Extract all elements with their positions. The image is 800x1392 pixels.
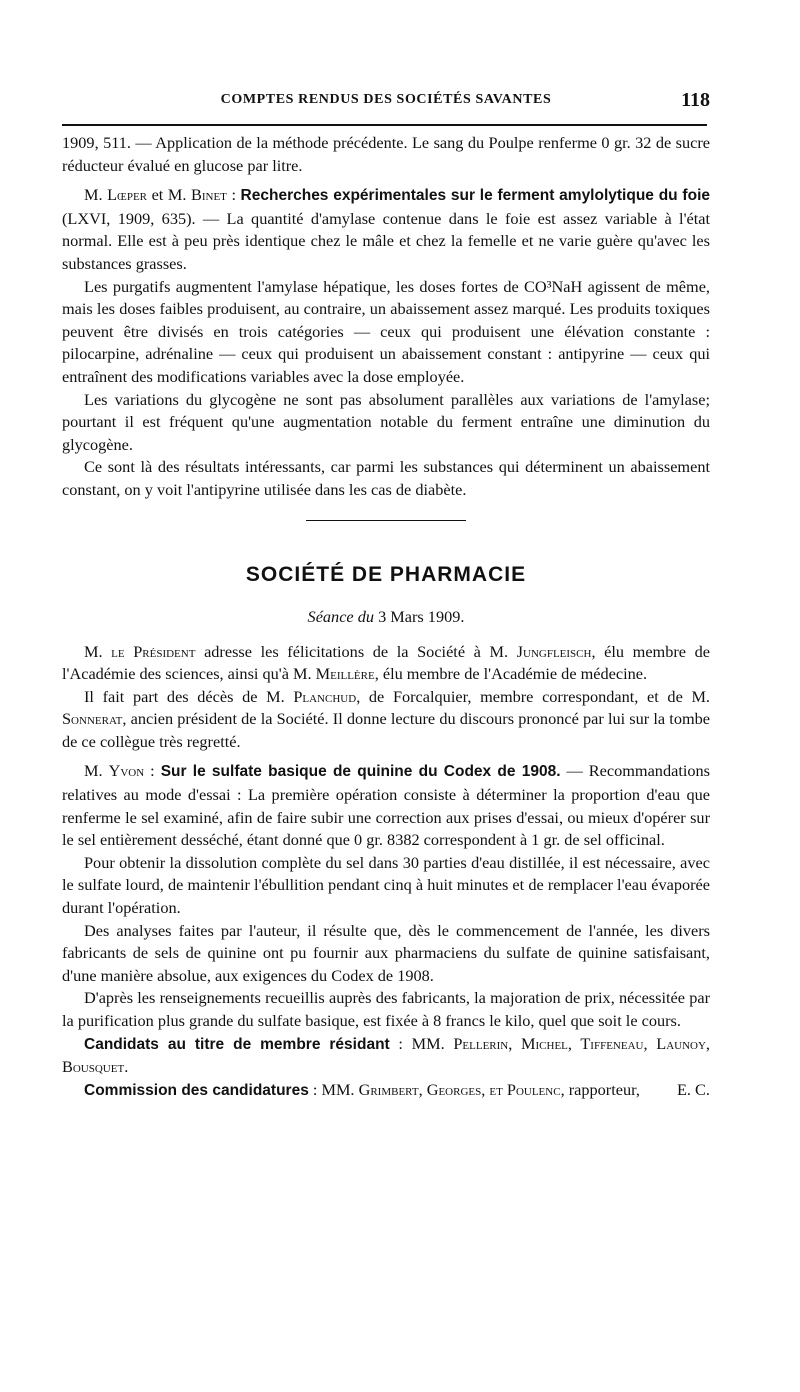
deaths-text-2: , de Forcalquier, membre correspondant, et de M. — [356, 686, 711, 706]
name-jungfleisch: Jungfleisch — [516, 641, 592, 661]
loeper-article-title: Recherches expérimentales sur le ferment amylolytique du foie — [240, 187, 710, 205]
commission-suffix: , rapporteur, — [560, 1079, 640, 1099]
author-prefix: M. — [84, 185, 108, 205]
president-text-1: adresse les félicitations de la Société à M. — [195, 641, 517, 661]
loeper-paragraph-4: Ce sont là des résultats intéressants, car parmi les substances qui déterminent un abaissement constant, on y voit l'antipyrine utilisée dans les cas de diabète. — [62, 457, 710, 499]
seance-label: Séance du — [307, 606, 374, 626]
name-sonnerat: Sonnerat — [62, 709, 123, 729]
deaths-paragraph — [62, 686, 710, 754]
yvon-abstract-text: — Recommandations relatives au mode d'essai : La première opération consiste à déterminer la proportion d'eau que renferme le sel examiné, afin de faire subir une correction aux prises d'essai, ou mieux d'opérer sur le sel entièrement desséché, étant donné que 0 gr. 8382 correspondent à 1 gr. de sel officinal. — [62, 761, 710, 850]
author-yvon: Yvon — [108, 761, 145, 781]
candidates-paragraph — [62, 1033, 710, 1079]
name-planchud: Planchud — [293, 686, 357, 706]
loeper-abstract-text: (LXVI, 1909, 635). — La quantité d'amylase contenue dans le foie est assez variable à l'état normal. Elle est à peu près identique chez le mâle et chez la femelle et ne varie guère qu'avec les substances grasses. — [62, 208, 710, 273]
seance-date-value: 3 Mars 1909. — [374, 606, 465, 626]
yvon-article-title: Sur le sulfate basique de quinine du Codex de 1908. — [160, 763, 561, 781]
commission-names: Grimbert, Georges, et Poulenc — [358, 1079, 561, 1099]
candidates-colon: : MM. — [389, 1033, 454, 1053]
header-rule — [62, 124, 707, 126]
deaths-text-3: , ancien président de la Société. Il donne lecture du discours prononcé par lui sur la tombe de ce collègue très regretté. — [62, 709, 710, 751]
yvon-abstract — [62, 760, 710, 851]
president-paragraph — [62, 641, 710, 686]
running-header — [62, 89, 710, 120]
president-title: le Président — [111, 641, 196, 661]
yvon-prefix: M. — [84, 761, 109, 781]
loeper-paragraph-2: Les purgatifs augmentent l'amylase hépatique, les doses fortes de CO³NaH agissent de même, mais les doses faibles produisent, au contraire, un abaissement assez marqué. Les produits toxiques peuvent être divisés en trois catégories — ceux qui produisent une élévation constante : pilocarpine, adrénaline — ceux qui produisent un abaissement constant : antipyrine — ceux qui entraînent des modifications variables avec la dose employée. — [62, 276, 710, 386]
running-title: COMPTES RENDUS DES SOCIÉTÉS SAVANTES — [220, 92, 552, 107]
author-colon: : — [226, 185, 241, 205]
candidates-names: Pellerin, Michel, Tiffeneau, Launoy, Bousquet. — [62, 1033, 710, 1077]
president-prefix: M. — [84, 641, 112, 661]
loeper-abstract — [62, 184, 710, 275]
yvon-colon: : — [144, 761, 161, 781]
author-initials: E. C. — [676, 1079, 710, 1099]
society-heading: SOCIÉTÉ DE PHARMACIE — [245, 562, 527, 586]
candidates-label: Candidats au titre de membre résidant — [84, 1035, 390, 1053]
yvon-paragraph-3: Des analyses faites par l'auteur, il résulte que, dès le commencement de l'année, les divers fabricants de sels de quinine ont pu fournir aux pharmaciens du sulfate de quinine satisfaisant, d'une manière absolue, aux exigences du Codex de 1908. — [62, 920, 710, 985]
commission-label: Commission des candidatures — [84, 1081, 309, 1099]
yvon-paragraph-4: D'après les renseignements recueillis auprès des fabricants, la majoration de prix, nécessitée par la purification plus grande du sulfate basique, est fixée à 8 francs le kilo, quel que soit le cours. — [62, 988, 710, 1030]
section-divider — [306, 520, 466, 521]
president-text-3: , élu membre de l'Académie de médecine. — [374, 664, 648, 684]
intro-paragraph: 1909, 511. — Application de la méthode précédente. Le sang du Poulpe renferme 0 gr. 32 de sucre réducteur évalué en glucose par litre. — [62, 133, 710, 175]
page-number: 118 — [681, 89, 710, 111]
seance-date — [62, 607, 710, 627]
loeper-paragraph-3: Les variations du glycogène ne sont pas absolument parallèles aux variations de l'amylase; pourtant il est fréquent qu'une augmentation notable du ferment entraîne une diminution du glycogène. — [62, 389, 710, 454]
author-binet: Binet — [191, 185, 227, 205]
author-and: et M. — [147, 185, 191, 205]
commission-colon: : MM. — [308, 1079, 359, 1099]
author-loeper: Lœper — [107, 185, 148, 205]
yvon-paragraph-2: Pour obtenir la dissolution complète du sel dans 30 parties d'eau distillée, il est nécessaire, avec le sulfate lourd, de maintenir l'ébullition pendant cinq à huit minutes et de remplacer l'eau évaporée durant l'opération. — [62, 852, 710, 918]
name-meillere: Meillère — [315, 664, 375, 684]
page — [62, 89, 711, 1102]
president-text-2: , élu membre de l'Académie des sciences, ainsi qu'à M. — [62, 641, 710, 684]
commission-paragraph — [62, 1079, 710, 1103]
deaths-text-1: Il fait part des décès de M. — [84, 686, 294, 706]
